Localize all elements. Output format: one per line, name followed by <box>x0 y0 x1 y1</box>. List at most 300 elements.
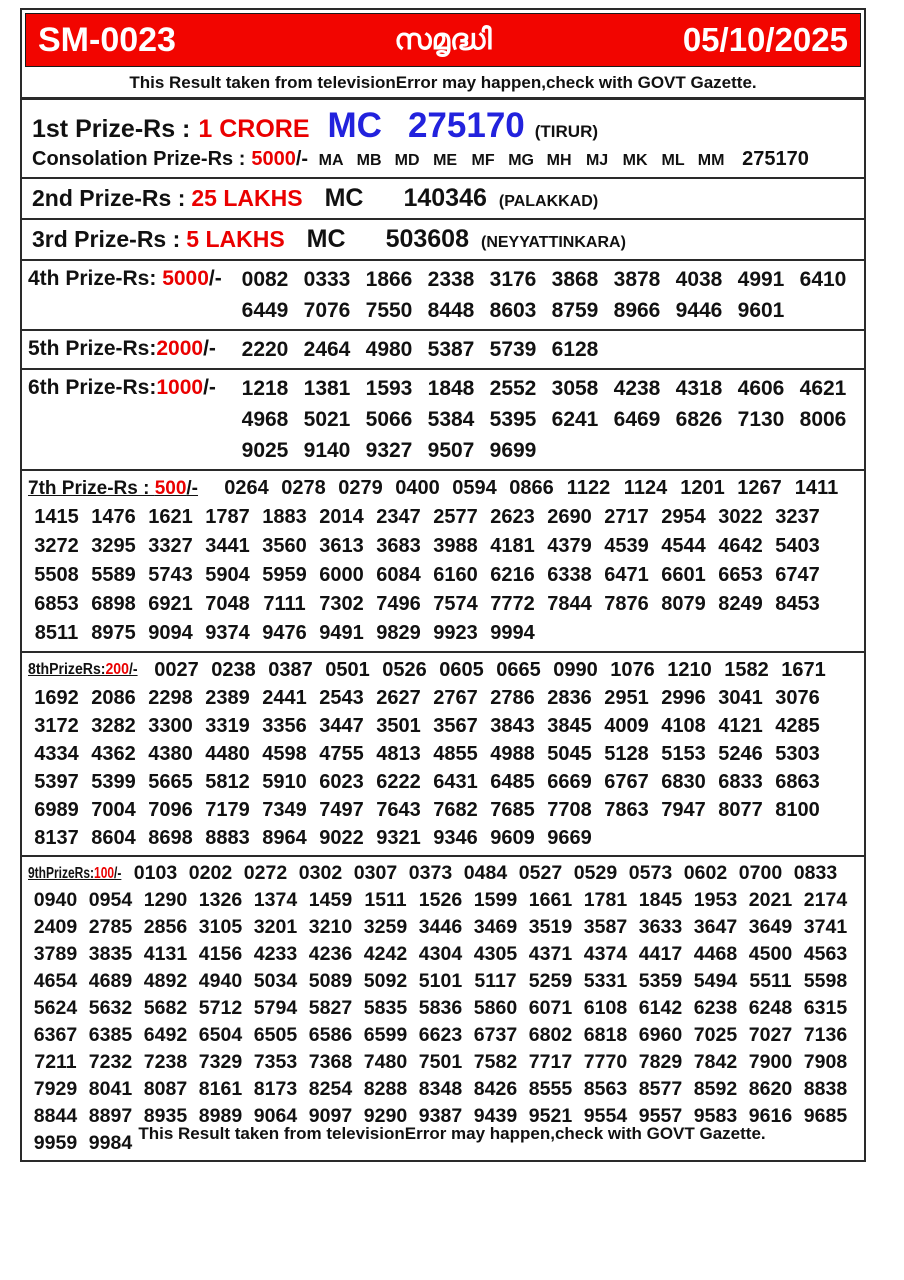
consolation-series: ME <box>433 152 458 169</box>
third-prize-row <box>28 222 858 257</box>
winning-number: 5246 <box>718 743 763 765</box>
winning-number: 3789 <box>33 943 78 965</box>
winning-number: 7717 <box>528 1051 573 1073</box>
winning-number: 2220 <box>241 338 289 361</box>
winning-number: 1661 <box>528 889 573 911</box>
second-prize-place: (PALAKKAD) <box>498 193 599 210</box>
winning-number: 0103 <box>133 862 178 884</box>
winning-number: 0027 <box>154 659 199 681</box>
winning-number: 5794 <box>253 997 298 1019</box>
winning-number: 8006 <box>799 408 847 431</box>
winning-number: 7643 <box>376 799 421 821</box>
winning-number: 0238 <box>211 659 256 681</box>
winning-number: 7111 <box>263 593 306 615</box>
winning-number: 9094 <box>148 622 193 644</box>
winning-number: 9829 <box>376 622 421 644</box>
third-prize-place: (NEYYATTINKARA) <box>481 234 626 251</box>
winning-number: 9439 <box>473 1105 518 1127</box>
winning-number: 4480 <box>205 743 250 765</box>
winning-number: 2717 <box>604 506 649 528</box>
winning-number: 4371 <box>528 943 573 965</box>
winning-number: 3022 <box>718 506 763 528</box>
winning-number: 1692 <box>34 687 79 709</box>
winning-number: 1076 <box>610 659 655 681</box>
winning-number: 7685 <box>490 799 535 821</box>
winning-number: 1526 <box>418 889 463 911</box>
fifth-prize-numbers <box>234 334 858 365</box>
winning-number: 3519 <box>528 916 573 938</box>
winning-number: 5910 <box>262 771 307 793</box>
winning-number: 2785 <box>88 916 133 938</box>
winning-number: 3683 <box>376 535 421 557</box>
third-prize-amount: 5 LAKHS <box>186 226 285 252</box>
winning-number: 7501 <box>418 1051 463 1073</box>
winning-number: 5153 <box>661 743 706 765</box>
winning-number: 1374 <box>253 889 298 911</box>
winning-number: 8844 <box>33 1105 78 1127</box>
winning-number: 5399 <box>91 771 136 793</box>
winning-number: 5665 <box>148 771 193 793</box>
winning-number: 1124 <box>623 477 668 499</box>
winning-number: 2786 <box>490 687 535 709</box>
winning-number: 2996 <box>661 687 706 709</box>
winning-number: 4108 <box>661 715 706 737</box>
winning-number: 2552 <box>489 377 537 400</box>
winning-number: 0272 <box>243 862 288 884</box>
first-prize-place: (TIRUR) <box>534 122 599 141</box>
consolation-series: MF <box>471 152 495 169</box>
seventh-prize-label <box>28 474 218 503</box>
winning-number: 7863 <box>604 799 649 821</box>
consolation-series: MK <box>622 152 648 169</box>
winning-number: 6669 <box>547 771 592 793</box>
third-prize-number: 503608 <box>385 225 469 253</box>
second-prize-number: 140346 <box>403 184 487 212</box>
second-prize-row <box>28 181 858 216</box>
eighth-prize-amount: 200 <box>105 661 129 678</box>
winning-number: 5508 <box>34 564 79 586</box>
winning-number: 4968 <box>241 408 289 431</box>
winning-number: 9327 <box>365 439 413 462</box>
winning-number: 1415 <box>34 506 79 528</box>
first-prize-number: 275170 <box>407 106 525 145</box>
winning-number: 4539 <box>604 535 649 557</box>
winning-number: 3295 <box>91 535 136 557</box>
winning-number: 1511 <box>364 889 407 911</box>
winning-number: 8759 <box>551 299 599 322</box>
winning-number: 3613 <box>319 535 364 557</box>
winning-number: 2623 <box>490 506 535 528</box>
first-prize-row <box>28 102 858 146</box>
winning-number: 3356 <box>262 715 307 737</box>
second-prize-amount: 25 LAKHS <box>191 185 303 211</box>
winning-number: 4417 <box>638 943 683 965</box>
winning-number: 1381 <box>303 377 351 400</box>
sixth-prize-suffix: /- <box>203 376 216 399</box>
winning-number: 5089 <box>308 970 353 992</box>
winning-number: 6367 <box>33 1024 78 1046</box>
winning-number: 8883 <box>205 827 250 849</box>
winning-number: 0264 <box>224 477 269 499</box>
winning-number: 2389 <box>205 687 250 709</box>
winning-number: 8077 <box>718 799 763 821</box>
winning-number: 4980 <box>365 338 413 361</box>
winning-number: 6863 <box>775 771 820 793</box>
winning-number: 3649 <box>748 916 793 938</box>
winning-number: 6071 <box>528 997 573 1019</box>
winning-number: 4181 <box>490 535 535 557</box>
winning-number: 5403 <box>775 535 820 557</box>
ninth-prize-amount: 100 <box>94 865 115 882</box>
eighth-prize-label-text: 8thPrizeRs: <box>28 661 106 678</box>
winning-number: 9601 <box>737 299 785 322</box>
winning-number: 6960 <box>638 1024 683 1046</box>
disclaimer-top: This Result taken from televisionError may happen,check with GOVT Gazette. <box>22 70 864 100</box>
winning-number: 5959 <box>262 564 307 586</box>
seventh-prize-suffix: /- <box>186 478 199 499</box>
winning-number: 5397 <box>34 771 79 793</box>
winning-number: 3105 <box>198 916 243 938</box>
winning-number: 7238 <box>143 1051 188 1073</box>
winning-number: 3633 <box>638 916 683 938</box>
third-prize-series: MC <box>306 225 346 253</box>
winning-number: 4892 <box>143 970 188 992</box>
winning-number: 7130 <box>737 408 785 431</box>
winning-number: 3843 <box>490 715 535 737</box>
winning-number: 9022 <box>319 827 364 849</box>
winning-number: 6737 <box>473 1024 518 1046</box>
winning-number: 8989 <box>198 1105 243 1127</box>
winning-number: 4374 <box>583 943 628 965</box>
winning-number: 8577 <box>638 1078 683 1100</box>
winning-number: 5511 <box>749 970 792 992</box>
winning-number: 3058 <box>551 377 599 400</box>
winning-number: 2021 <box>748 889 793 911</box>
winning-number: 1476 <box>91 506 136 528</box>
winning-number: 2347 <box>376 506 421 528</box>
winning-number: 5384 <box>427 408 475 431</box>
winning-number: 3501 <box>376 715 421 737</box>
winning-number: 4621 <box>799 377 847 400</box>
consolation-series: MD <box>394 152 420 169</box>
winning-number: 6385 <box>88 1024 133 1046</box>
winning-number: 3868 <box>551 268 599 291</box>
winning-number: 6747 <box>775 564 820 586</box>
fourth-prize-numbers <box>234 264 858 326</box>
winning-number: 2338 <box>427 268 475 291</box>
ninth-prize-label-text: 9thPrizeRs: <box>28 865 95 882</box>
winning-number: 4598 <box>262 743 307 765</box>
winning-number: 3210 <box>308 916 353 938</box>
section-ninth-prize <box>22 857 864 1160</box>
winning-number: 4468 <box>693 943 738 965</box>
winning-number: 6505 <box>253 1024 298 1046</box>
winning-number: 4318 <box>675 377 723 400</box>
winning-number: 9476 <box>262 622 307 644</box>
winning-number: 6248 <box>748 997 793 1019</box>
winning-number: 2409 <box>33 916 78 938</box>
winning-number: 3647 <box>693 916 738 938</box>
winning-number: 7329 <box>198 1051 243 1073</box>
winning-number: 0866 <box>509 477 554 499</box>
winning-number: 5092 <box>363 970 408 992</box>
winning-number: 3300 <box>148 715 193 737</box>
fifth-prize-amount: 2000 <box>156 337 204 360</box>
eighth-prize-suffix: /- <box>128 661 138 678</box>
winning-number: 0605 <box>439 659 484 681</box>
winning-number: 9521 <box>528 1105 573 1127</box>
winning-number: 9923 <box>433 622 478 644</box>
winning-number: 5682 <box>143 997 188 1019</box>
winning-number: 3560 <box>262 535 307 557</box>
winning-number: 2086 <box>91 687 136 709</box>
consolation-number: 275170 <box>742 148 809 170</box>
winning-number: 0373 <box>408 862 453 884</box>
winning-number: 2298 <box>148 687 193 709</box>
winning-number: 0940 <box>33 889 78 911</box>
winning-number: 4304 <box>418 943 463 965</box>
seventh-prize-label-text: 7th Prize-Rs : <box>28 478 155 499</box>
winning-number: 1781 <box>583 889 628 911</box>
winning-number: 7550 <box>365 299 413 322</box>
winning-number: 2836 <box>547 687 592 709</box>
lottery-name: സമൃദ്ധി <box>394 23 492 56</box>
winning-number: 8897 <box>88 1105 133 1127</box>
consolation-series: MA <box>318 152 344 169</box>
winning-number: 8604 <box>91 827 136 849</box>
winning-number: 6142 <box>638 997 683 1019</box>
winning-number: 3469 <box>473 916 518 938</box>
consolation-series: MG <box>508 152 534 169</box>
winning-number: 1671 <box>781 659 826 681</box>
consolation-series: MJ <box>585 152 609 169</box>
winning-number: 6238 <box>693 997 738 1019</box>
result-sheet <box>20 8 866 1162</box>
winning-number: 2577 <box>433 506 478 528</box>
winning-number: 3076 <box>775 687 820 709</box>
winning-number: 9616 <box>748 1105 793 1127</box>
section-second-prize <box>22 179 864 220</box>
winning-number: 1848 <box>427 377 475 400</box>
winning-number: 7772 <box>490 593 535 615</box>
winning-number: 5624 <box>33 997 78 1019</box>
winning-number: 0526 <box>382 659 427 681</box>
winning-number: 8620 <box>748 1078 793 1100</box>
winning-number: 8698 <box>148 827 193 849</box>
winning-number: 6586 <box>308 1024 353 1046</box>
winning-number: 4238 <box>613 377 661 400</box>
winning-number: 6160 <box>433 564 478 586</box>
winning-number: 2690 <box>547 506 592 528</box>
consolation-amount: 5000 <box>251 148 296 170</box>
winning-number: 8935 <box>143 1105 188 1127</box>
consolation-series: ML <box>661 152 685 169</box>
winning-number: 6449 <box>241 299 289 322</box>
winning-number: 6315 <box>803 997 848 1019</box>
winning-number: 7076 <box>303 299 351 322</box>
second-prize-series: MC <box>324 184 364 212</box>
winning-number: 7682 <box>433 799 478 821</box>
winning-number: 8448 <box>427 299 475 322</box>
winning-number: 1218 <box>241 377 289 400</box>
winning-number: 5117 <box>474 970 517 992</box>
winning-number: 3172 <box>34 715 79 737</box>
winning-number: 8288 <box>363 1078 408 1100</box>
winning-number: 4242 <box>363 943 408 965</box>
winning-number: 3041 <box>718 687 763 709</box>
winning-number: 3327 <box>148 535 193 557</box>
winning-number: 2464 <box>303 338 351 361</box>
winning-number: 2441 <box>262 687 307 709</box>
winning-number: 4233 <box>253 943 298 965</box>
winning-number: 6653 <box>718 564 763 586</box>
winning-number: 1210 <box>667 659 712 681</box>
winning-number: 2951 <box>604 687 649 709</box>
winning-number: 8173 <box>253 1078 298 1100</box>
winning-number: 1290 <box>143 889 188 911</box>
winning-number: 7353 <box>253 1051 298 1073</box>
first-prize-series: MC <box>327 106 382 145</box>
sixth-prize-label <box>28 373 234 466</box>
winning-number: 4156 <box>198 943 243 965</box>
winning-number: 8966 <box>613 299 661 322</box>
winning-number: 6108 <box>583 997 628 1019</box>
winning-number: 6410 <box>799 268 847 291</box>
winning-number: 9446 <box>675 299 723 322</box>
eighth-prize-label <box>28 656 148 684</box>
winning-number: 6898 <box>91 593 136 615</box>
winning-number: 1326 <box>198 889 243 911</box>
winning-number: 6818 <box>583 1024 628 1046</box>
winning-number: 6802 <box>528 1024 573 1046</box>
ninth-prize-suffix: /- <box>114 865 122 882</box>
winning-number: 1459 <box>308 889 353 911</box>
winning-number: 1267 <box>737 477 782 499</box>
third-prize-label: 3rd Prize-Rs : <box>32 226 181 252</box>
winning-number: 4813 <box>376 743 421 765</box>
winning-number: 5021 <box>303 408 351 431</box>
winning-number: 8041 <box>88 1078 133 1100</box>
winning-number: 9064 <box>253 1105 298 1127</box>
winning-number: 7349 <box>262 799 307 821</box>
winning-number: 6469 <box>613 408 661 431</box>
winning-number: 4121 <box>718 715 763 737</box>
winning-number: 6431 <box>433 771 478 793</box>
winning-number: 2543 <box>319 687 364 709</box>
winning-number: 8426 <box>473 1078 518 1100</box>
winning-number: 4285 <box>775 715 820 737</box>
winning-number: 4940 <box>198 970 243 992</box>
winning-number: 9346 <box>433 827 478 849</box>
winning-number: 9984 <box>88 1132 133 1154</box>
winning-number: 5632 <box>88 997 133 1019</box>
winning-number: 7844 <box>547 593 592 615</box>
winning-number: 3272 <box>34 535 79 557</box>
winning-number: 2174 <box>803 889 848 911</box>
winning-number: 1866 <box>365 268 413 291</box>
winning-number: 1883 <box>262 506 307 528</box>
winning-number: 4689 <box>88 970 133 992</box>
winning-number: 7829 <box>638 1051 683 1073</box>
winning-number: 3567 <box>433 715 478 737</box>
fourth-prize-suffix: /- <box>208 267 222 290</box>
winning-number: 0954 <box>88 889 133 911</box>
winning-number: 9669 <box>547 827 592 849</box>
winning-number: 5743 <box>148 564 193 586</box>
winning-number: 0279 <box>338 477 383 499</box>
winning-number: 3446 <box>418 916 463 938</box>
winning-number: 6000 <box>319 564 364 586</box>
winning-number: 4131 <box>143 943 188 965</box>
winning-number: 9554 <box>583 1105 628 1127</box>
sixth-prize-amount: 1000 <box>156 376 204 399</box>
winning-number: 7574 <box>433 593 478 615</box>
winning-number: 1582 <box>724 659 769 681</box>
winning-number: 5836 <box>418 997 463 1019</box>
consolation-label: Consolation Prize-Rs : <box>32 148 246 170</box>
winning-number: 5395 <box>489 408 537 431</box>
winning-number: 8563 <box>583 1078 628 1100</box>
winning-number: 8592 <box>693 1078 738 1100</box>
winning-number: 7929 <box>33 1078 78 1100</box>
section-eighth-prize <box>22 653 864 857</box>
winning-number: 0400 <box>395 477 440 499</box>
consolation-series-list <box>312 152 730 170</box>
winning-number: 3319 <box>205 715 250 737</box>
winning-number: 9290 <box>363 1105 408 1127</box>
winning-number: 4334 <box>34 743 79 765</box>
winning-number: 6833 <box>718 771 763 793</box>
winning-number: 3282 <box>91 715 136 737</box>
winning-number: 9321 <box>376 827 421 849</box>
winning-number: 9685 <box>803 1105 848 1127</box>
ninth-prize-label <box>28 860 128 887</box>
winning-number: 5303 <box>775 743 820 765</box>
winning-number: 1122 <box>566 477 611 499</box>
winning-number: 4038 <box>675 268 723 291</box>
winning-number: 9994 <box>490 622 535 644</box>
winning-number: 7004 <box>91 799 136 821</box>
fifth-prize-label <box>28 334 234 365</box>
winning-number: 1411 <box>794 477 839 499</box>
winning-number: 0484 <box>463 862 508 884</box>
winning-number: 9025 <box>241 439 289 462</box>
winning-number: 6504 <box>198 1024 243 1046</box>
winning-number: 7368 <box>308 1051 353 1073</box>
winning-number: 1599 <box>473 889 518 911</box>
winning-number: 6241 <box>551 408 599 431</box>
winning-number: 9959 <box>33 1132 78 1154</box>
winning-number: 3447 <box>319 715 364 737</box>
winning-number: 3176 <box>489 268 537 291</box>
winning-number: 3878 <box>613 268 661 291</box>
winning-number: 3988 <box>433 535 478 557</box>
winning-number: 6222 <box>376 771 421 793</box>
sixth-prize-numbers <box>234 373 858 466</box>
winning-number: 6921 <box>148 593 193 615</box>
winning-number: 4755 <box>319 743 364 765</box>
winning-number: 7496 <box>376 593 421 615</box>
first-prize-label: 1st Prize-Rs : <box>32 115 191 143</box>
winning-number: 8079 <box>661 593 706 615</box>
consolation-series: MM <box>697 152 725 169</box>
sixth-prize-label-text: 6th Prize-Rs: <box>28 376 157 399</box>
winning-number: 7480 <box>363 1051 408 1073</box>
winning-number: 4855 <box>433 743 478 765</box>
winning-number: 8975 <box>91 622 136 644</box>
winning-number: 6830 <box>661 771 706 793</box>
winning-number: 3845 <box>547 715 592 737</box>
